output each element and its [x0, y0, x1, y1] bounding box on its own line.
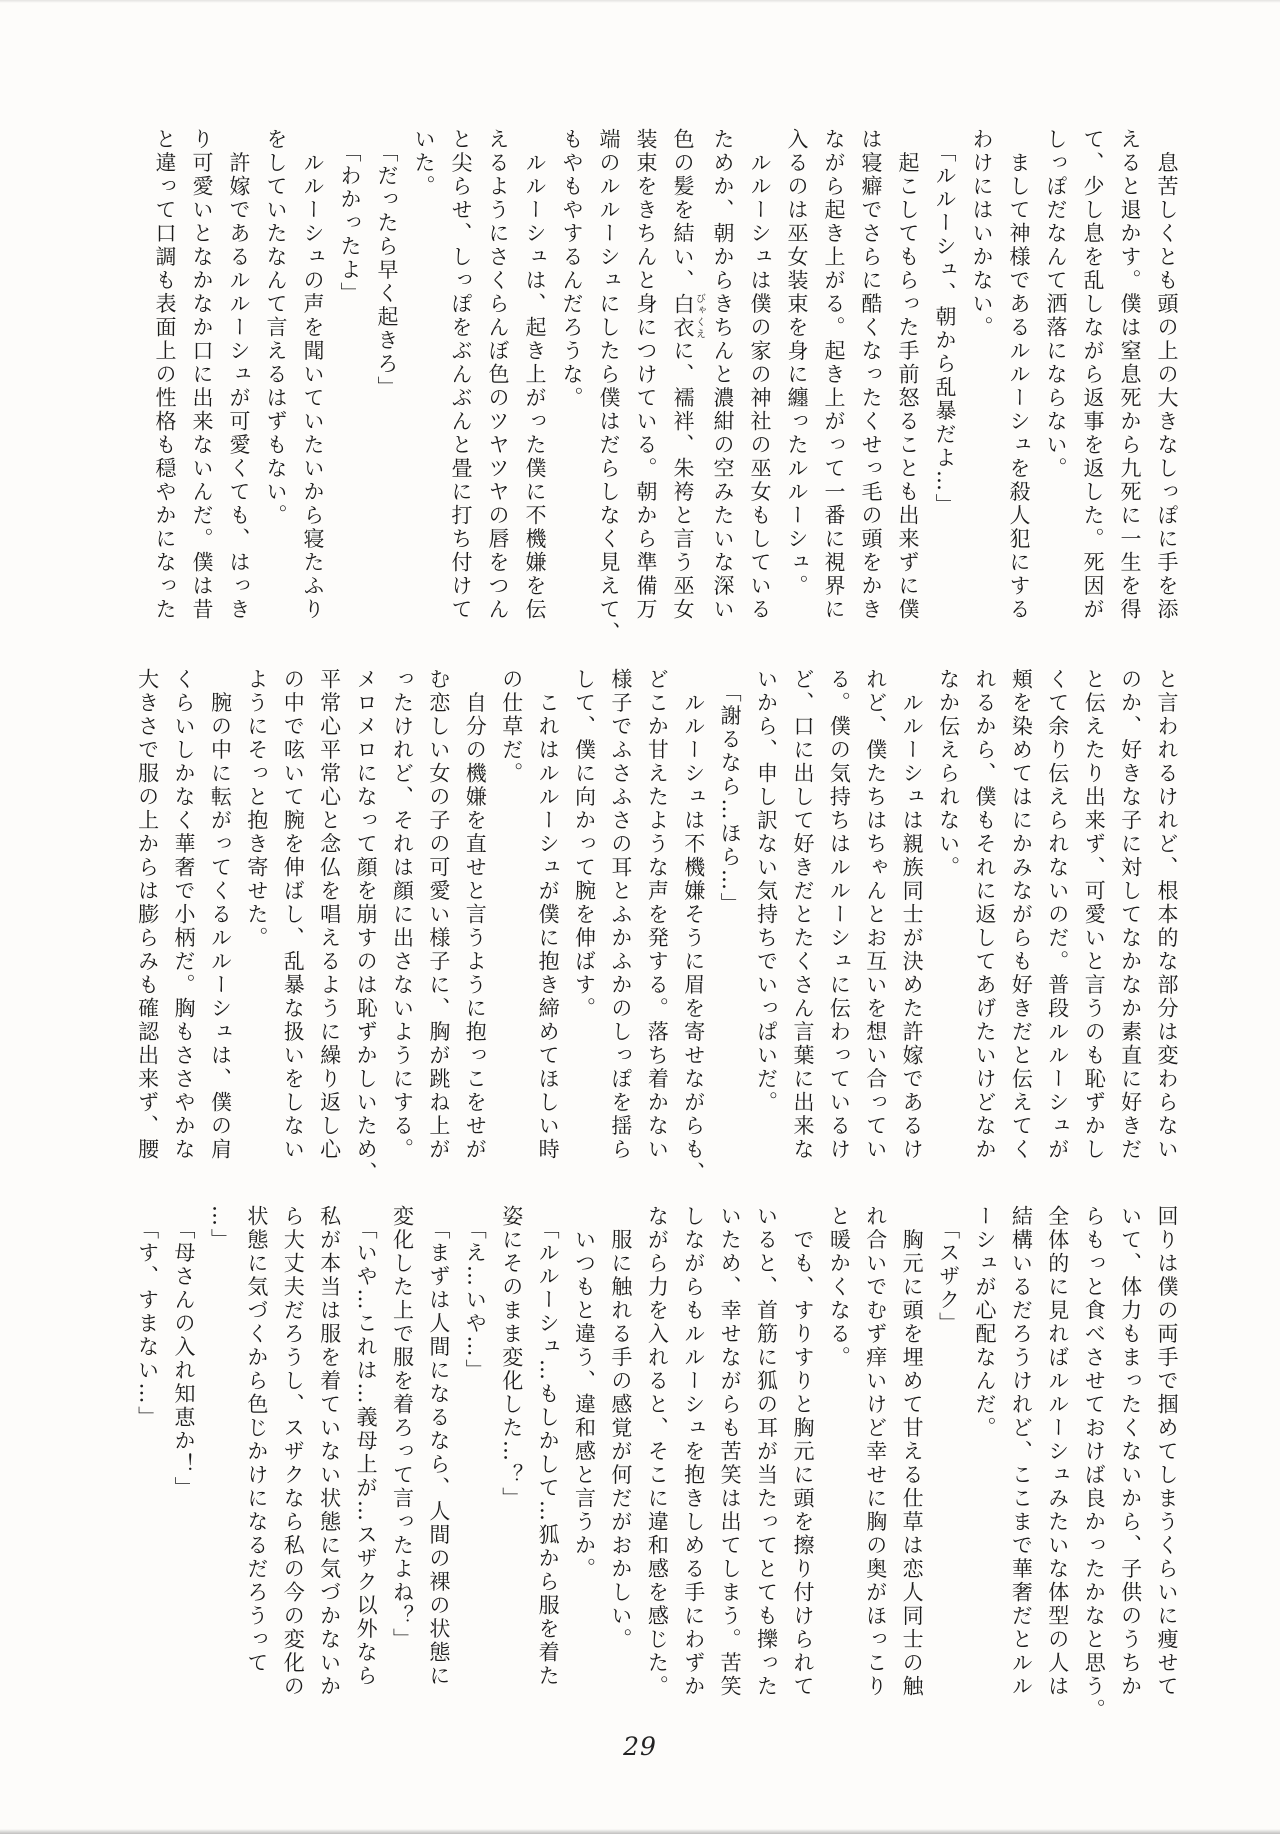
text-column: 腕の中に転がってくるルルーシュは、僕の肩 — [208, 668, 233, 1162]
text-column: れ合いでむず痒いけど幸せに胸の奥がほっこり — [863, 1205, 888, 1699]
text-column: ったけれど、それは顔に出さないようにする。 — [390, 668, 415, 1162]
text-column: 「いや…これは…義母上が…スザク以外なら — [354, 1205, 379, 1688]
text-column: 様子でふさふさの耳とふかふかのしっぽを揺ら — [608, 668, 633, 1162]
text-column: 自分の機嫌を直せと言うように抱っこをせが — [463, 668, 488, 1162]
text-column: ルルーシュの声を聞いていたいから寝たふり — [301, 128, 325, 622]
text-column: ながら力を入れると、そこに違和感を感じた。 — [645, 1205, 670, 1699]
text-column: くらいしかなく華奢で小柄だ。胸もささやかな — [172, 668, 197, 1162]
text-column: は寝癖でさらに酷くなったくせっ毛の頭をかき — [859, 128, 883, 622]
text-column: 胸元に頭を埋めて甘える仕草は恋人同士の触 — [900, 1205, 925, 1699]
text-column: いつもと違う、違和感と言うか。 — [572, 1205, 597, 1581]
text-column: て、少し息を乱しながら返事を返した。死因が — [1081, 128, 1105, 622]
text-column: れど、僕たちはちゃんとお互いを想い合ってい — [863, 668, 888, 1162]
text-column: と暖かくなる。 — [827, 1205, 852, 1370]
text-column: ながら起き上がる。起き上がって一番に視界に — [822, 128, 846, 622]
text-column: 「だったら早く起きろ」 — [375, 128, 399, 400]
text-column: 「わかったよ」 — [338, 128, 362, 306]
text-column: どこか甘えたような声を発する。落ち着かない — [645, 668, 670, 1162]
text-column: いため、幸せながらも苦笑は出てしまう。苦笑 — [718, 1205, 743, 1699]
text-column: と尖らせ、しっぽをぶんぶんと畳に打ち付けて — [449, 128, 473, 622]
text-column: 私が本当は服を着ていない状態に気づかないか — [317, 1205, 342, 1699]
text-column: の中で呟いて腕を伸ばし、乱暴な扱いをしない — [281, 668, 306, 1162]
text-column: して、僕に向かって腕を伸ばす。 — [572, 668, 597, 1021]
text-column: 端のルルーシュにしたら僕はだらしなく見えて、 — [597, 128, 621, 645]
text-column: ど、口に出して好きだとたくさん言葉に出来な — [790, 668, 815, 1162]
text-column: 頬を染めてはにかみながらも好きだと伝えてく — [1009, 668, 1034, 1162]
text-column: くて余り伝えられないのだ。普段ルルーシュが — [1045, 668, 1070, 1162]
text-column: 「す、すまない…」 — [135, 1205, 160, 1430]
text-column: の仕草だ。 — [499, 668, 524, 786]
text-column: 大きさで服の上からは膨らみも確認出来ず、腰 — [135, 668, 160, 1162]
text-block-middle — [129, 668, 1185, 1191]
text-column: ルルーシュは僕の家の神社の巫女もしている — [748, 128, 772, 622]
text-column: ーシュが心配なんだ。 — [972, 1205, 997, 1440]
text-column: もやもやするんだろうな。 — [560, 128, 584, 410]
text-column: と言われるけれど、根本的な部分は変わらない — [1155, 668, 1179, 1162]
text-block-top — [146, 128, 1185, 651]
text-column: 服に触れる手の感覚が何だがおかしい。 — [608, 1205, 633, 1652]
text-column: これはルルーシュが僕に抱き締めてほしい時 — [536, 668, 561, 1162]
text-column: 全体的に見ればルルーシュみたいな体型の人は — [1045, 1205, 1070, 1699]
text-column: 変化した上で服を着ろって言ったよね？」 — [390, 1205, 415, 1652]
text-column: 「まずは人間になるなら、人間の裸の状態に — [426, 1205, 451, 1688]
text-column: む恋しい女の子の可愛い様子に、胸が跳ね上が — [426, 668, 451, 1162]
text-column: なか伝えられない。 — [936, 668, 961, 880]
text-column: る。僕の気持ちはルルーシュに伝わっているけ — [827, 668, 852, 1162]
text-column: れるから、僕もそれに返してあげたいけどなか — [972, 668, 997, 1162]
text-column: 許嫁であるルルーシュが可愛くても、はっき — [227, 128, 251, 622]
text-column: と伝えたり出来ず、可愛いと言うのも恥ずかし — [1082, 668, 1107, 1162]
text-column: り可愛いとなかなか口に出来ないんだ。僕は昔 — [190, 128, 214, 622]
text-column: ら大丈夫だろうし、スザクなら私の今の変化の — [281, 1205, 306, 1699]
text-column: ルルーシュは不機嫌そうに眉を寄せながらも、 — [681, 668, 706, 1185]
text-column: まして神様であるルルーシュを殺人犯にする — [1007, 128, 1031, 622]
text-column: 「スザク」 — [936, 1205, 961, 1336]
text-column: わけにはいかない。 — [970, 128, 994, 340]
text-column: …」 — [208, 1205, 233, 1252]
text-column: 起こしてもらった手前怒ることも出来ずに僕 — [896, 128, 920, 622]
text-column: 「ルルーシュ…もしかして…狐から服を着た — [536, 1205, 561, 1688]
text-column: 平常心平常心と念仏を唱えるように繰り返し心 — [317, 668, 342, 1162]
text-column: えるようにさくらんぼ色のツヤツヤの唇をつん — [486, 128, 510, 622]
text-column: 入るのは巫女装束を身に纏ったルルーシュ。 — [785, 128, 809, 598]
text-column: いて、体力もまったくないから、子供のうちか — [1118, 1205, 1143, 1699]
text-column: ルルーシュは親族同士が決めた許嫁であるけ — [900, 668, 925, 1162]
text-column: いた。 — [412, 128, 436, 199]
scan-edge-shadow — [0, 1829, 1280, 1834]
text-column: と違って口調も表面上の性格も穏やかになった — [153, 128, 177, 622]
text-column: 姿にそのまま変化した…？」 — [499, 1205, 524, 1511]
text-column: らもっと食べさせておけば良かったかなと思う。 — [1082, 1205, 1107, 1722]
text-column: ためか、朝からきちんと濃紺の空みたいな深い — [711, 128, 735, 622]
text-column: 回りは僕の両手で掴めてしまうくらいに痩せて — [1155, 1205, 1179, 1699]
text-column: いると、首筋に狐の耳が当たってとても擽った — [754, 1205, 779, 1699]
scan-edge-top — [0, 0, 1280, 3]
text-column: でも、すりすりと胸元に頭を擦り付けられて — [790, 1205, 815, 1699]
text-column: しながらもルルーシュを抱きしめる手にわずか — [681, 1205, 706, 1699]
text-block-bottom — [129, 1205, 1185, 1728]
text-column: ようにそっと抱き寄せた。 — [244, 668, 269, 950]
text-column: 状態に気づくから色じかけになるだろうって — [244, 1205, 269, 1675]
text-column: いから、申し訳ない気持ちでいっぱいだ。 — [754, 668, 779, 1115]
text-column: 「母さんの入れ知恵か！」 — [172, 1205, 197, 1500]
text-column: 結構いるだろうけれど、ここまで華奢だとルル — [1009, 1205, 1034, 1699]
text-column: メロメロになって顔を崩すのは恥ずかしいため、 — [354, 668, 379, 1185]
text-column: えると退かす。僕は窒息死から九死に一生を得 — [1118, 128, 1142, 622]
text-column: ルルーシュは、起き上がった僕に不機嫌を伝 — [523, 128, 547, 622]
text-column: 「謝るなら…ほら…」 — [718, 668, 743, 916]
text-column: 「ルルーシュ、朝から乱暴だよ…」 — [933, 128, 957, 517]
text-column: 「え…いや…」 — [463, 1205, 488, 1383]
text-column: 色の髪を結い、白衣びゃくえに、襦袢、朱袴と言う巫女 — [671, 128, 705, 622]
page-number: 29 — [623, 1732, 657, 1761]
text-column: のか、好きな子に対してなかなか素直に好きだ — [1118, 668, 1143, 1162]
text-column: 装束をきちんと身につけている。朝から準備万 — [634, 128, 658, 622]
text-column: しっぽだなんて洒落にならない。 — [1044, 128, 1068, 481]
text-column: 息苦しくとも頭の上の大きなしっぽに手を添 — [1155, 128, 1179, 622]
text-column: をしていたなんて言えるはずもない。 — [264, 128, 288, 528]
